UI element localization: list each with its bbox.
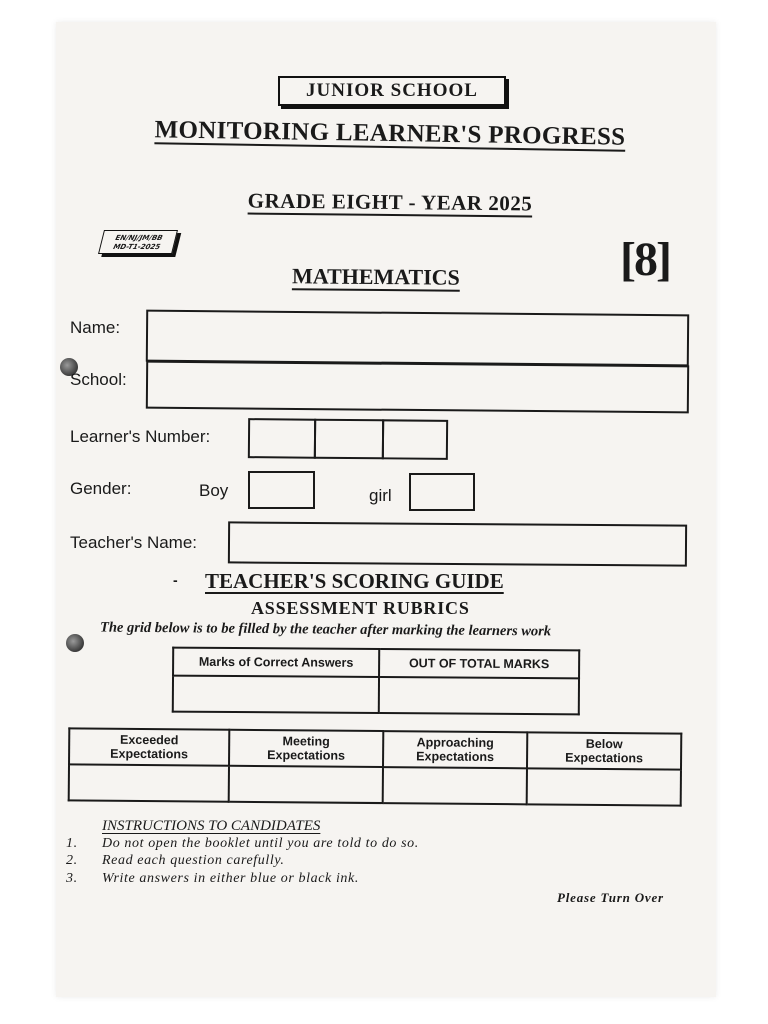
table-row: [173, 676, 579, 715]
grade-number: [8]: [620, 233, 670, 286]
marks-header-total: OUT OF TOTAL MARKS: [379, 649, 579, 678]
grid-instruction: The grid below is to be filled by the teacher after marking the learners work: [99, 619, 552, 640]
instructions-title: INSTRUCTIONS TO CANDIDATES: [102, 818, 321, 834]
school-level-label: JUNIOR SCHOOL: [278, 76, 506, 106]
boy-label: Boy: [199, 481, 229, 500]
below-expectations-header: Below Expectations: [527, 732, 681, 769]
exceeded-expectations-header: Exceeded Expectations: [69, 728, 229, 765]
marks-table: [172, 647, 580, 716]
learner-number-digit-2[interactable]: [314, 419, 384, 460]
marks-header-correct: Marks of Correct Answers: [173, 648, 379, 677]
instruction-number: 2.: [66, 853, 78, 868]
instruction-item: [66, 836, 419, 852]
table-row: [69, 764, 681, 805]
paper-code-line-2: MD-T1-2025: [112, 243, 162, 251]
instruction-text: Read each question carefully.: [102, 853, 285, 868]
instruction-item: [66, 853, 285, 869]
subject-heading: MATHEMATICS: [291, 263, 460, 290]
exceeded-expectations-cell[interactable]: [69, 764, 229, 801]
grade-year-heading: GRADE EIGHT - YEAR 2025: [247, 188, 533, 216]
marks-correct-cell[interactable]: [173, 676, 379, 713]
marks-total-cell[interactable]: [379, 677, 579, 714]
approaching-expectations-header: Approaching Expectations: [383, 731, 527, 768]
instruction-number: 3.: [66, 871, 78, 886]
instruction-item: [66, 871, 359, 887]
girl-checkbox[interactable]: [409, 473, 475, 511]
learner-number-boxes: [248, 418, 448, 460]
teacher-name-field[interactable]: [228, 521, 687, 566]
rubrics-title: ASSESSMENT RUBRICS: [251, 598, 470, 618]
below-expectations-cell[interactable]: [527, 768, 681, 805]
learner-number-label: Learner's Number:: [70, 427, 211, 446]
scoring-guide-title: TEACHER'S SCORING GUIDE: [205, 569, 504, 593]
meeting-expectations-cell[interactable]: [229, 766, 383, 803]
table-row: [173, 648, 579, 679]
learner-number-digit-1[interactable]: [248, 418, 316, 459]
gender-label: Gender:: [70, 479, 132, 498]
stamp-mark: [66, 634, 84, 652]
meeting-expectations-header: Meeting Expectations: [229, 730, 383, 767]
instruction-number: 1.: [66, 836, 78, 851]
page-title: MONITORING LEARNER'S PROGRESS: [154, 116, 626, 151]
stray-mark: -: [173, 572, 178, 588]
approaching-expectations-cell[interactable]: [383, 767, 527, 804]
learner-number-digit-3[interactable]: [382, 419, 448, 460]
boy-checkbox[interactable]: [248, 471, 315, 509]
paper-code-stamp: [98, 230, 178, 254]
please-turn-over: Please Turn Over: [557, 890, 664, 905]
paper-code-line-1: EN/NJ/JM/BB: [114, 234, 164, 242]
instruction-text: Write answers in either blue or black ink.: [102, 871, 359, 886]
instruction-text: Do not open the booklet until you are told to do so.: [102, 836, 419, 851]
teacher-name-label: Teacher's Name:: [70, 533, 198, 552]
school-label: School:: [70, 370, 127, 389]
expectations-table: [68, 727, 683, 806]
girl-label: girl: [369, 486, 392, 505]
school-field[interactable]: [146, 361, 689, 414]
name-field[interactable]: [146, 310, 689, 367]
table-row: [69, 728, 681, 769]
name-label: Name:: [70, 318, 121, 337]
